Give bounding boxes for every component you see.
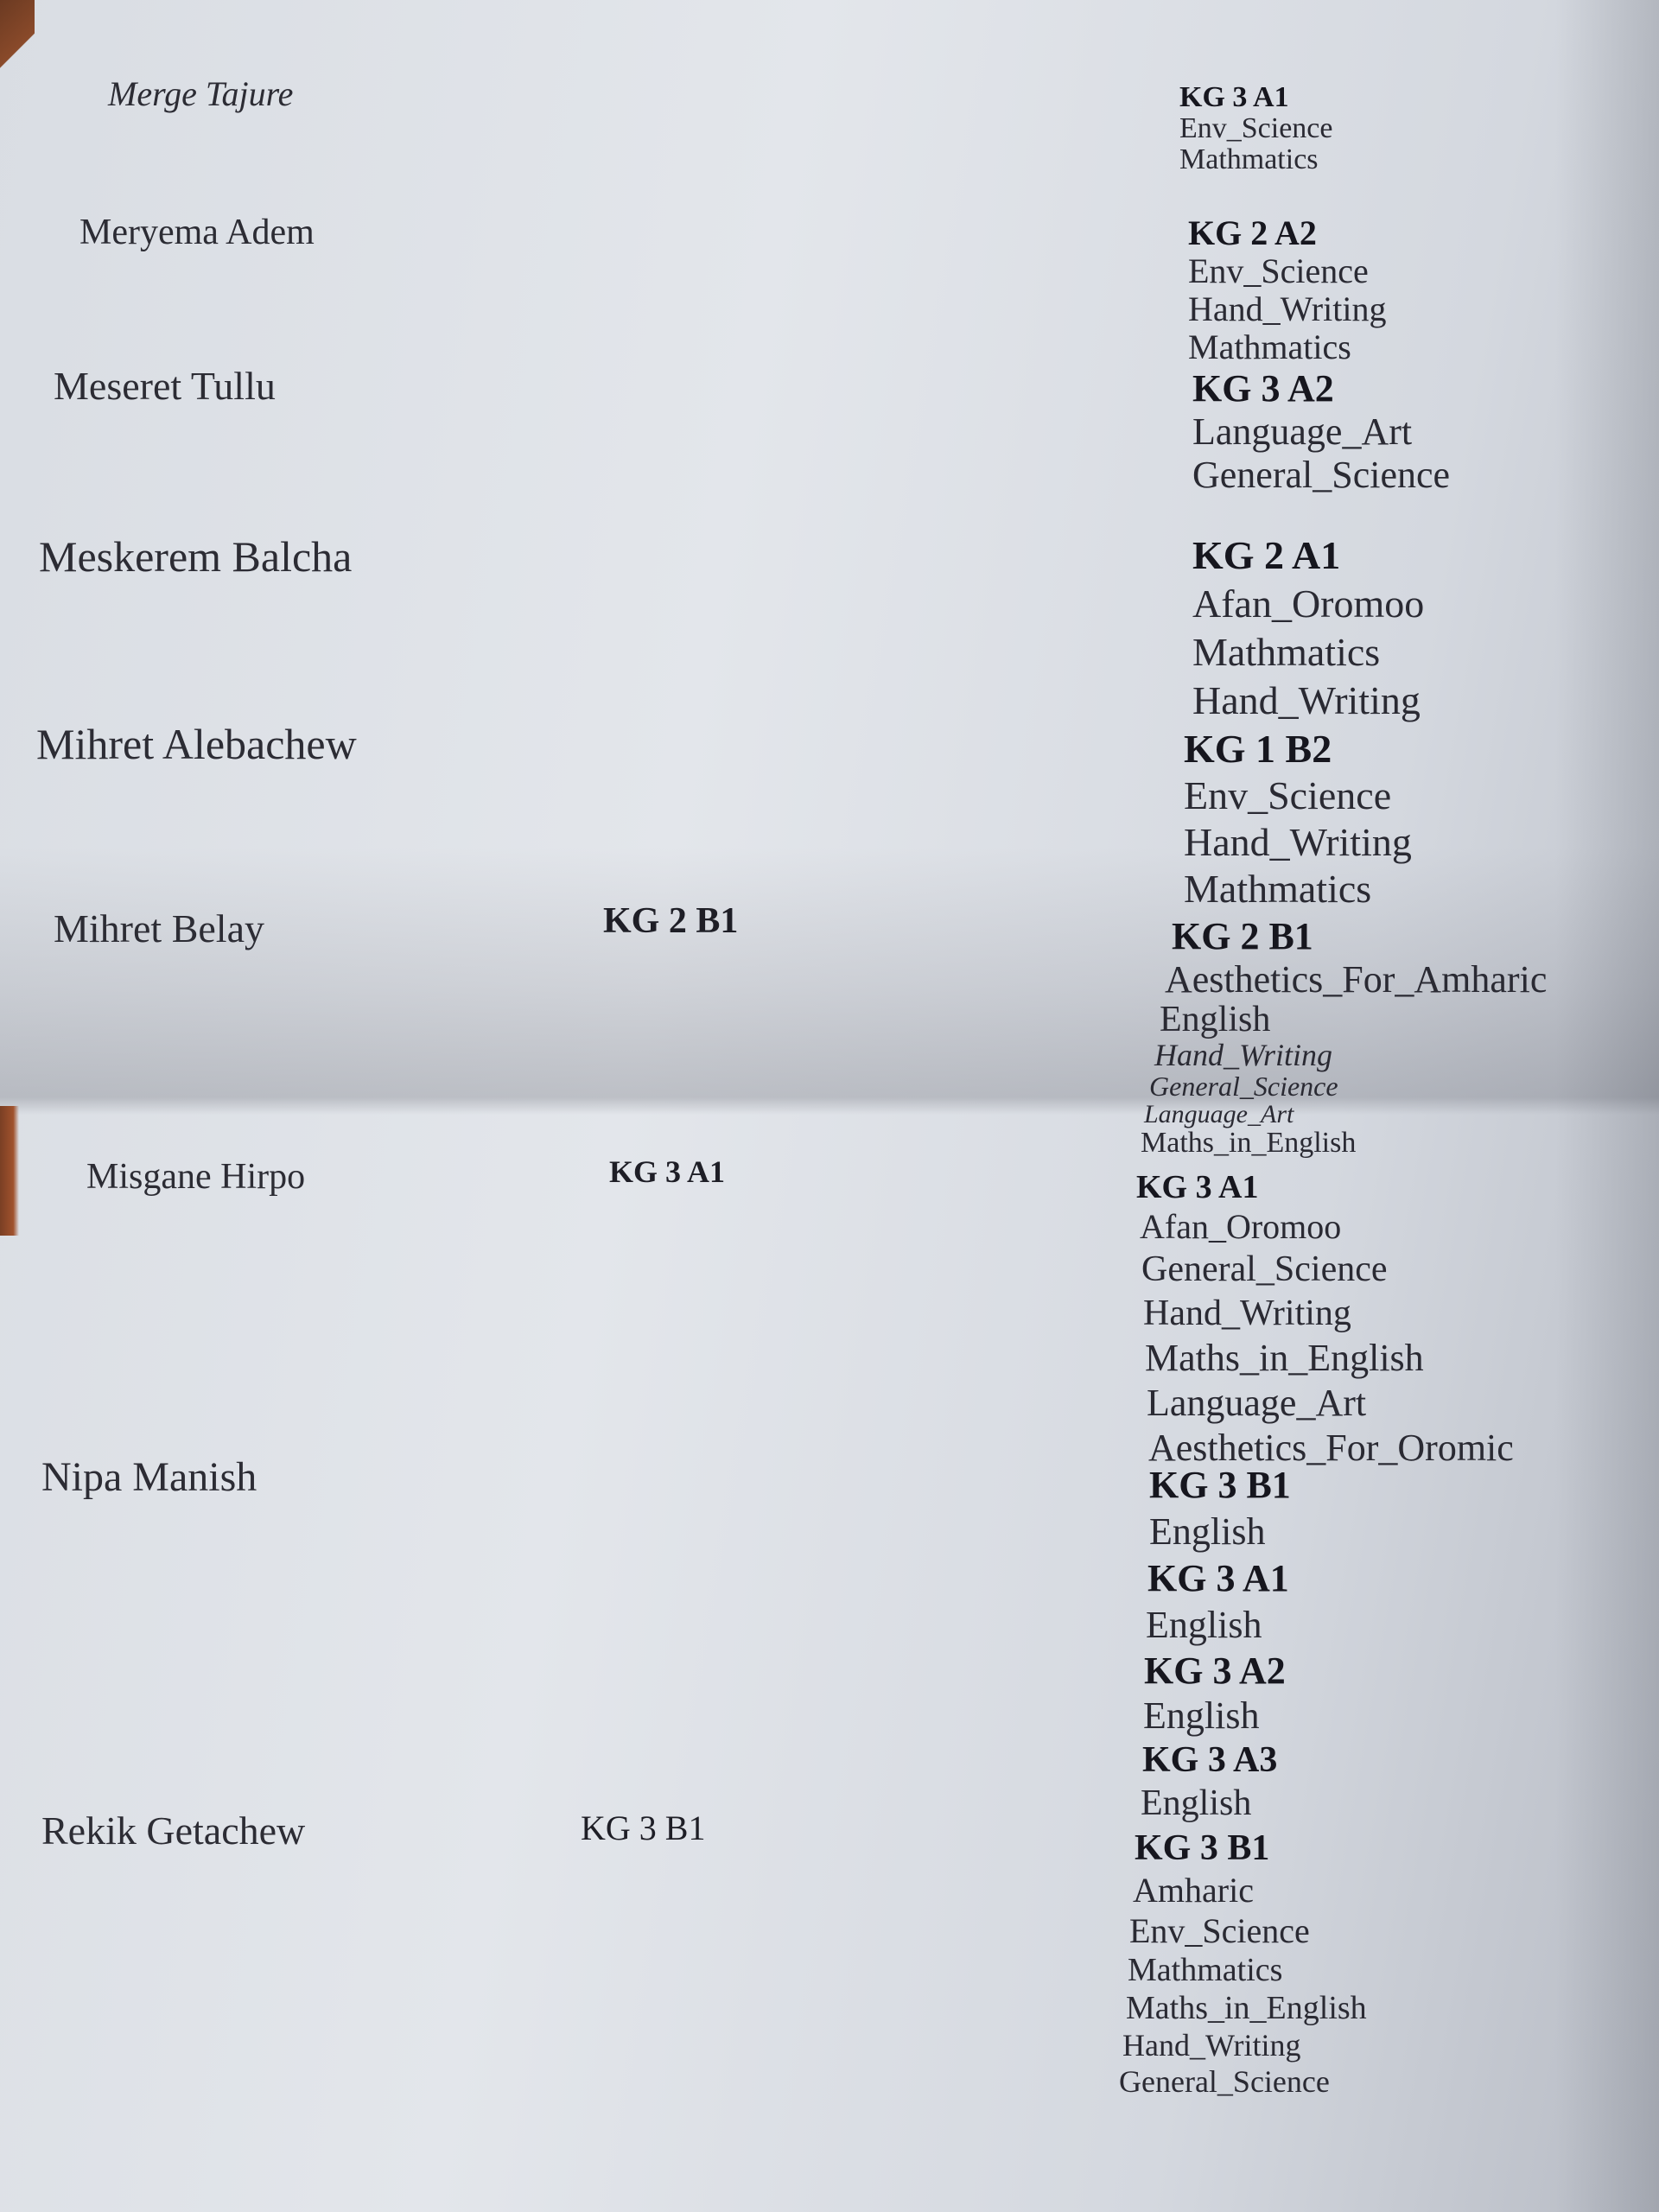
- assigned-class: KG 2 B1: [603, 901, 739, 941]
- subject-item: English: [1160, 1000, 1271, 1039]
- subject-item: General_Science: [1149, 1071, 1338, 1102]
- subject-item: Hand_Writing: [1154, 1038, 1333, 1072]
- subject-item: Env_Science: [1179, 112, 1333, 144]
- subject-list: [1192, 531, 1424, 725]
- class-code: KG 3 A2: [1192, 367, 1334, 410]
- subject-list: [1136, 1168, 1514, 1471]
- subject-item: General_Science: [1141, 1249, 1388, 1289]
- subject-item: Mathmatics: [1184, 867, 1372, 911]
- subject-item: Hand_Writing: [1188, 289, 1387, 328]
- teacher-name: Meskerem Balcha: [39, 532, 353, 581]
- table-surface-corner: [0, 0, 35, 78]
- subject-item: Aesthetics_For_Amharic: [1165, 958, 1548, 1001]
- subject-item: English: [1143, 1694, 1260, 1737]
- class-code: KG 3 A3: [1142, 1740, 1278, 1780]
- subject-item: Hand_Writing: [1184, 820, 1412, 864]
- subject-item: English: [1149, 1510, 1266, 1553]
- subject-item: Mathmatics: [1188, 327, 1351, 366]
- subject-list: [1119, 1827, 1367, 2100]
- class-code: KG 3 A1: [1147, 1557, 1289, 1599]
- subject-item: English: [1146, 1604, 1262, 1646]
- subject-list: [1184, 726, 1412, 912]
- page-shadow: [1555, 0, 1659, 2212]
- class-code: KG 3 A2: [1144, 1649, 1286, 1692]
- subject-item: Afan_Oromoo: [1140, 1207, 1342, 1246]
- subject-item: Afan_Oromoo: [1192, 582, 1425, 626]
- teacher-name: Meseret Tullu: [54, 364, 276, 408]
- subject-item: Mathmatics: [1179, 143, 1319, 175]
- table-surface-edge: [0, 1106, 19, 1236]
- subject-item: Mathmatics: [1192, 630, 1381, 674]
- subject-item: Maths_in_English: [1141, 1127, 1357, 1159]
- class-code: KG 1 B2: [1184, 727, 1332, 771]
- teacher-name: Nipa Manish: [41, 1454, 257, 1500]
- teacher-name: Mihret Alebachew: [36, 720, 357, 768]
- subject-item: English: [1141, 1783, 1252, 1823]
- teacher-name: Merge Tajure: [108, 74, 294, 113]
- subject-list: [1188, 214, 1386, 366]
- subject-list: [1141, 914, 1547, 1158]
- subject-item: Maths_in_English: [1126, 1990, 1367, 2026]
- subject-item: Mathmatics: [1128, 1952, 1283, 1988]
- assigned-class: KG 3 B1: [581, 1808, 706, 1847]
- subject-list: [1141, 1462, 1291, 1825]
- class-code: KG 3 B1: [1135, 1828, 1270, 1868]
- teacher-name: Meryema Adem: [79, 213, 315, 252]
- subject-item: Language_Art: [1144, 1100, 1294, 1128]
- subject-item: General_Science: [1119, 2064, 1330, 2099]
- subject-item: Hand_Writing: [1192, 678, 1421, 722]
- teacher-name: Misgane Hirpo: [86, 1157, 306, 1197]
- subject-list: [1192, 367, 1450, 497]
- subject-item: Language_Art: [1147, 1382, 1367, 1424]
- subject-item: Aesthetics_For_Oromic: [1148, 1427, 1514, 1469]
- subject-item: Env_Science: [1129, 1911, 1310, 1950]
- subject-item: Env_Science: [1188, 251, 1369, 290]
- subject-item: Hand_Writing: [1143, 1294, 1351, 1333]
- subject-item: Maths_in_English: [1145, 1337, 1424, 1379]
- subject-item: Hand_Writing: [1122, 2028, 1301, 2063]
- subject-item: Language_Art: [1192, 410, 1413, 453]
- class-code: KG 3 A1: [1179, 81, 1289, 113]
- subject-item: General_Science: [1192, 454, 1451, 496]
- assigned-class: KG 3 A1: [609, 1154, 726, 1189]
- class-code: KG 2 B1: [1172, 915, 1313, 957]
- teacher-name: Rekik Getachew: [41, 1808, 306, 1853]
- subject-item: Amharic: [1133, 1871, 1254, 1910]
- class-code: KG 3 B1: [1149, 1464, 1291, 1506]
- class-code: KG 3 A1: [1136, 1169, 1259, 1205]
- subject-item: Env_Science: [1184, 773, 1392, 817]
- class-code: KG 2 A1: [1192, 533, 1341, 577]
- class-code: KG 2 A2: [1188, 213, 1317, 252]
- subject-list: [1179, 82, 1333, 175]
- teacher-name: Mihret Belay: [54, 906, 264, 950]
